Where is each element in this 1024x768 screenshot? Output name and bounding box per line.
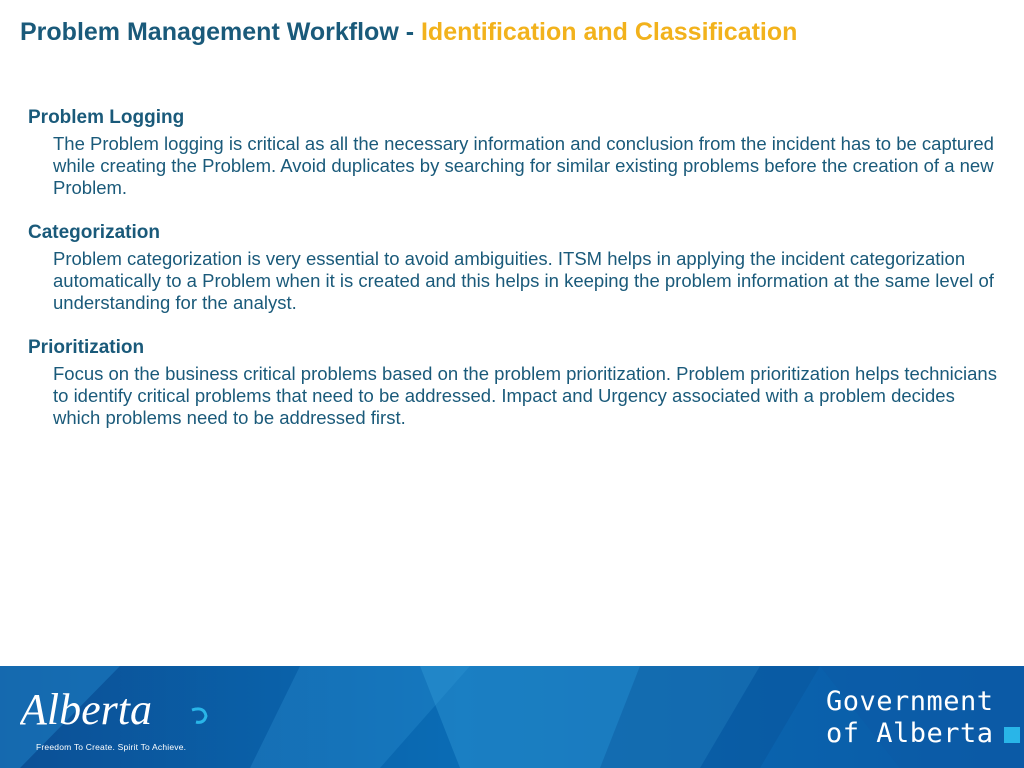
title-accent: Identification and Classification bbox=[420, 18, 798, 46]
title-main: Problem Management Workflow - bbox=[20, 18, 421, 46]
section-body: Problem categorization is very essential to avoid ambiguities. ITSM helps in applying the incident categorization automatically to a Problem when it is created and this helps in keeping the problem information at the same level of understanding for the analyst. bbox=[53, 248, 994, 313]
gov-line2: of Alberta bbox=[826, 718, 994, 749]
section-categorization bbox=[28, 221, 1003, 314]
gov-line2-row bbox=[826, 718, 1020, 750]
section-body: The Problem logging is critical as all the necessary information and conclusion from the incident has to be captured while creating the Problem. Avoid duplicates by searching for similar existing problems before the creation of a new Problem. bbox=[53, 133, 994, 198]
section-body: Focus on the business critical problems based on the problem prioritization. Problem prioritization helps technicians to identify critical problems that need to be addressed. Impact and Urgency associated with a problem decides which problems need to be addressed first. bbox=[53, 363, 997, 428]
slide-title bbox=[20, 16, 797, 48]
government-of-alberta-wordmark bbox=[826, 686, 1020, 750]
section-problem-logging bbox=[28, 106, 1003, 199]
gov-line1: Government bbox=[826, 686, 994, 717]
square-icon bbox=[1004, 727, 1020, 743]
footer-banner bbox=[0, 666, 1024, 768]
alberta-logo-text: Alberta bbox=[20, 685, 152, 734]
section-heading: Categorization bbox=[28, 222, 160, 243]
alberta-logo bbox=[20, 680, 220, 740]
section-heading: Prioritization bbox=[28, 337, 145, 358]
section-heading: Problem Logging bbox=[28, 107, 185, 128]
tagline: Freedom To Create. Spirit To Achieve. bbox=[36, 742, 187, 752]
slide-content bbox=[28, 106, 1003, 451]
section-prioritization bbox=[28, 336, 1003, 429]
